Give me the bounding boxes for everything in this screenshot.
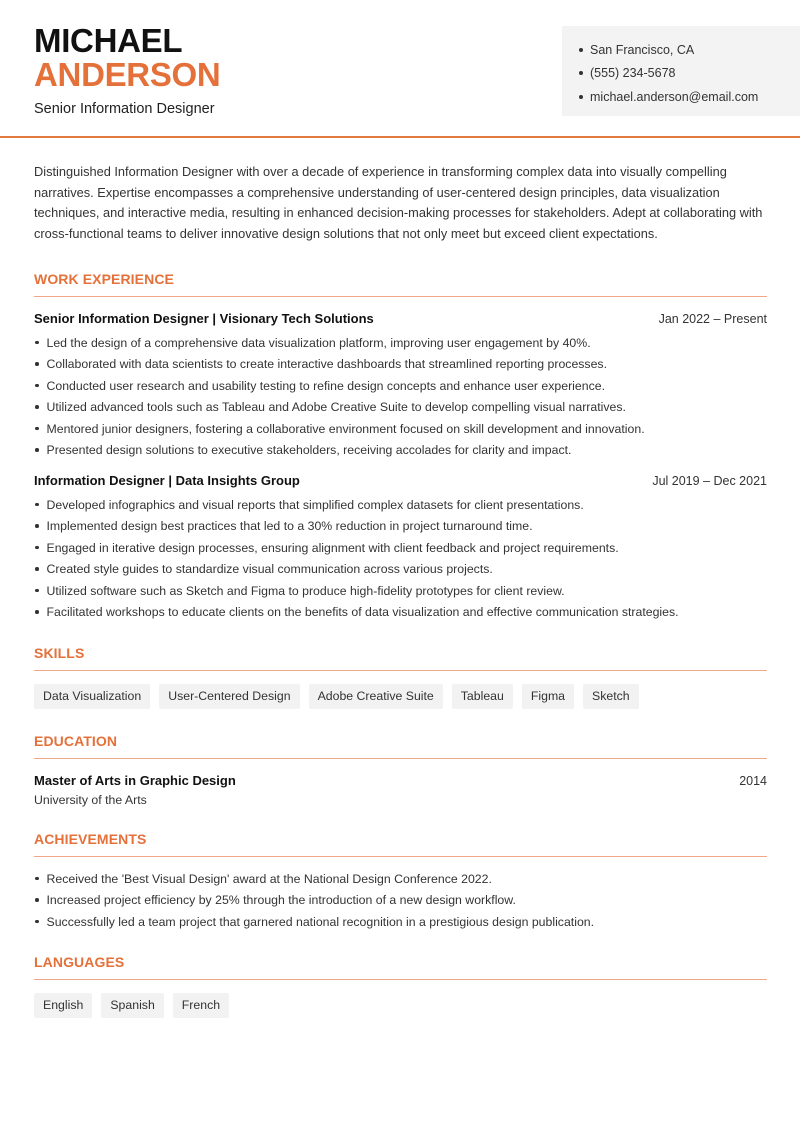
skill-tag: Figma bbox=[522, 684, 574, 709]
list-item bbox=[34, 601, 767, 623]
list-item bbox=[34, 515, 767, 537]
list-item bbox=[34, 494, 767, 516]
education-section bbox=[34, 733, 767, 807]
bullet-text: Successfully led a team project that garnered national recognition in a prestigious design publication. bbox=[46, 914, 595, 929]
list-item bbox=[34, 332, 767, 354]
job-role: Senior Information Designer | Visionary Tech Solutions bbox=[34, 310, 374, 326]
bullet-icon bbox=[35, 524, 39, 528]
job-date: Jul 2019 – Dec 2021 bbox=[652, 473, 767, 488]
skill-tag: User-Centered Design bbox=[159, 684, 299, 709]
skill-tag: Data Visualization bbox=[34, 684, 150, 709]
contact-phone bbox=[579, 62, 800, 86]
section-title: ACHIEVEMENTS bbox=[34, 831, 767, 857]
bullet-icon bbox=[35, 920, 39, 924]
bullet-text: Conducted user research and usability testing to refine design concepts and enhance user experience. bbox=[46, 378, 605, 393]
list-item bbox=[34, 580, 767, 602]
bullet-icon bbox=[35, 427, 39, 431]
bullet-icon bbox=[35, 546, 39, 550]
first-name: MICHAEL bbox=[34, 22, 183, 59]
degree: Master of Arts in Graphic Design bbox=[34, 772, 236, 788]
list-item bbox=[34, 537, 767, 559]
summary-paragraph: Distinguished Information Designer with over a decade of experience in transforming complex data into visually compelling narratives. Expertise encompasses a comprehensive understanding of user-centered design principles, data visualization techniques, and interactive media, resulting in enhanced decision-making processes for stakeholders. Adept at collaborating with cross-functional teams to deliver innovative design solutions that not only meet but exceed client expectations. bbox=[34, 164, 763, 242]
bullet-icon bbox=[35, 567, 39, 571]
work-experience-section bbox=[34, 271, 767, 623]
section-title: EDUCATION bbox=[34, 733, 767, 759]
list-item bbox=[34, 868, 767, 890]
bullet-icon bbox=[35, 448, 39, 452]
bullet-text: Mentored junior designers, fostering a collaborative environment focused on skill development and innovation. bbox=[46, 421, 645, 436]
bullet-text: Implemented design best practices that led to a 30% reduction in project turnaround time. bbox=[46, 519, 533, 534]
bullet-text: Increased project efficiency by 25% through the introduction of a new design workflow. bbox=[46, 893, 516, 908]
list-item bbox=[34, 439, 767, 461]
bullet-icon bbox=[35, 362, 39, 366]
bullet-icon bbox=[35, 877, 39, 881]
skills-section bbox=[34, 645, 767, 709]
bullet-icon bbox=[579, 71, 583, 75]
achievements-section bbox=[34, 831, 767, 933]
bullet-text: Collaborated with data scientists to create interactive dashboards that streamlined reporting processes. bbox=[46, 357, 607, 372]
bullet-text: Utilized advanced tools such as Tableau and Adobe Creative Suite to develop compelling visual narratives. bbox=[46, 400, 626, 415]
bullet-text: Developed infographics and visual reports that simplified complex datasets for client presentations. bbox=[46, 497, 584, 512]
contact-location bbox=[579, 38, 800, 62]
languages-section bbox=[34, 954, 767, 1018]
language-tag: English bbox=[34, 993, 92, 1018]
achievement-bullets bbox=[34, 868, 767, 933]
bullet-icon bbox=[35, 503, 39, 507]
bullet-icon bbox=[35, 610, 39, 614]
bullet-text: Facilitated workshops to educate clients on the benefits of data visualization and effective communication strategies. bbox=[46, 605, 679, 620]
bullet-text: Led the design of a comprehensive data visualization platform, improving user engagement by 40%. bbox=[46, 335, 591, 350]
last-name: ANDERSON bbox=[34, 56, 221, 93]
list-item bbox=[34, 375, 767, 397]
resume-header bbox=[0, 0, 800, 138]
section-title: LANGUAGES bbox=[34, 954, 767, 980]
bullet-icon bbox=[35, 898, 39, 902]
bullet-icon bbox=[35, 341, 39, 345]
job-header bbox=[34, 311, 767, 326]
phone-text: (555) 234-5678 bbox=[590, 66, 676, 81]
skill-tag: Tableau bbox=[452, 684, 513, 709]
language-tags bbox=[34, 993, 767, 1018]
job-header bbox=[34, 473, 767, 488]
bullet-text: Presented design solutions to executive stakeholders, receiving accolades for clarity and impact. bbox=[46, 443, 572, 458]
bullet-icon bbox=[579, 48, 583, 52]
school: University of the Arts bbox=[34, 792, 147, 807]
email-text: michael.anderson@email.com bbox=[590, 89, 759, 104]
section-title: WORK EXPERIENCE bbox=[34, 271, 767, 297]
language-tag: French bbox=[173, 993, 229, 1018]
name-block bbox=[34, 24, 220, 117]
graduation-year: 2014 bbox=[739, 773, 767, 788]
job-bullets bbox=[34, 332, 767, 461]
bullet-icon bbox=[579, 95, 583, 99]
list-item bbox=[34, 889, 767, 911]
job-bullets bbox=[34, 494, 767, 623]
contact-email bbox=[579, 85, 800, 109]
bullet-text: Received the 'Best Visual Design' award at the National Design Conference 2022. bbox=[46, 871, 492, 886]
bullet-text: Created style guides to standardize visual communication across various projects. bbox=[46, 562, 493, 577]
skill-tag: Sketch bbox=[583, 684, 639, 709]
bullet-icon bbox=[35, 589, 39, 593]
skills-tags bbox=[34, 684, 767, 709]
skill-tag: Adobe Creative Suite bbox=[309, 684, 443, 709]
job-role: Information Designer | Data Insights Group bbox=[34, 472, 300, 488]
location-text: San Francisco, CA bbox=[590, 42, 695, 57]
list-item bbox=[34, 418, 767, 440]
bullet-icon bbox=[35, 384, 39, 388]
list-item bbox=[34, 396, 767, 418]
bullet-text: Utilized software such as Sketch and Figma to produce high-fidelity prototypes for client review. bbox=[46, 583, 565, 598]
list-item bbox=[34, 353, 767, 375]
list-item bbox=[34, 911, 767, 933]
job-title: Senior Information Designer bbox=[34, 101, 215, 117]
list-item bbox=[34, 558, 767, 580]
resume-body bbox=[34, 138, 767, 1018]
language-tag: Spanish bbox=[101, 993, 163, 1018]
section-title: SKILLS bbox=[34, 645, 767, 671]
bullet-icon bbox=[35, 405, 39, 409]
education-header bbox=[34, 773, 767, 788]
contact-box bbox=[562, 26, 800, 116]
job-date: Jan 2022 – Present bbox=[658, 311, 767, 326]
bullet-text: Engaged in iterative design processes, ensuring alignment with client feedback and project requirements. bbox=[46, 540, 619, 555]
